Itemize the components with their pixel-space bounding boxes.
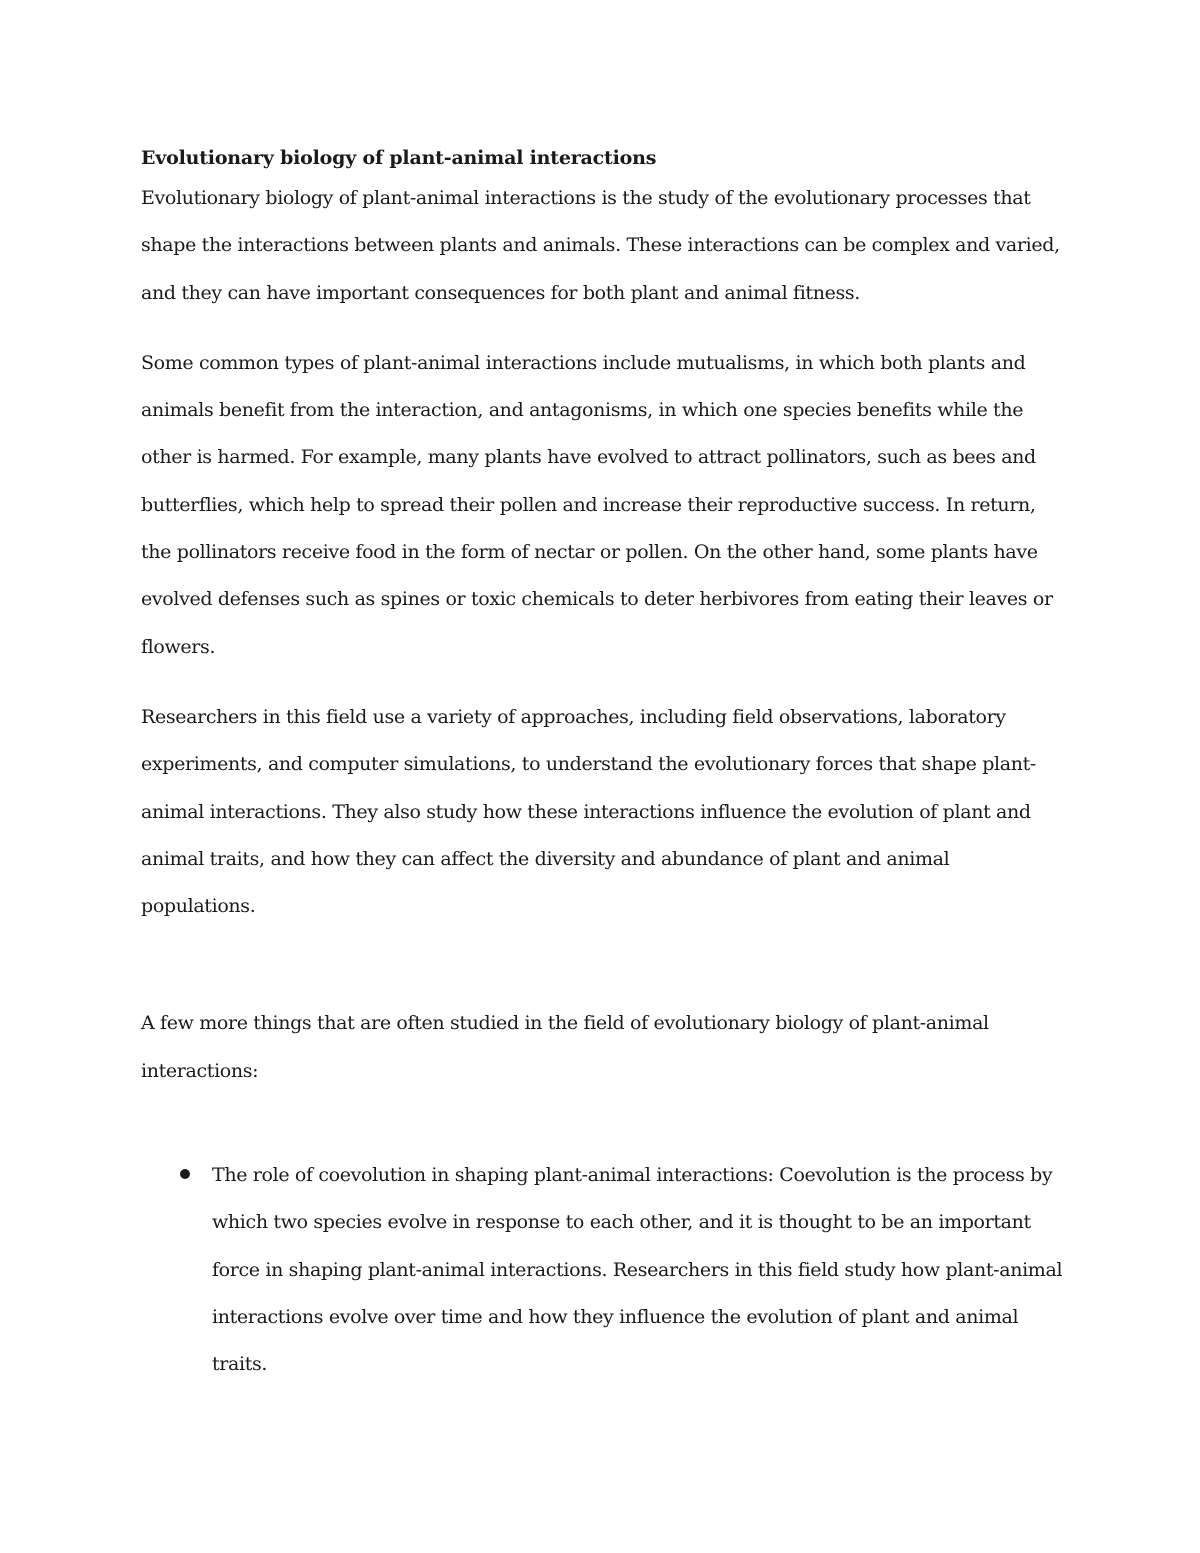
document-title: Evolutionary biology of plant-animal interactions	[141, 147, 657, 169]
paragraph-more-topics: A few more things that are often studied in the field of evolutionary biology of plant-animal interactions:	[141, 1012, 989, 1082]
list-item-text: The role of coevolution in shaping plant-animal interactions: Coevolution is the process by which two species evolve in response to each other, and it is thought to be an important force in shaping plant-animal interactions. Researchers in this field study how plant-animal interactions evolve over time and how they influence the evolution of plant and animal traits.	[212, 1164, 1063, 1376]
list-item	[141, 1152, 1063, 1388]
document-body	[141, 141, 1063, 1389]
bullet-icon	[180, 1169, 190, 1179]
paragraph-intro: Evolutionary biology of plant-animal interactions is the study of the evolutionary processes that shape the interactions between plants and animals. These interactions can be complex and varied, and they can have important consequences for both plant and animal fitness.	[141, 187, 1060, 304]
paragraph-interaction-types: Some common types of plant-animal interactions include mutualisms, in which both plants and animals benefit from the interaction, and antagonisms, in which one species benefits while the other is harmed. For example, many plants have evolved to attract pollinators, such as bees and butterflies, which help to spread their pollen and increase their reproductive success. In return, the pollinators receive food in the form of nectar or pollen. On the other hand, some plants have evolved defenses such as spines or toxic chemicals to deter herbivores from eating their leaves or flowers.	[141, 351, 1053, 658]
topics-list	[141, 1152, 1063, 1388]
paragraph-research-approaches: Researchers in this field use a variety of approaches, including field observations, laboratory experiments, and computer simulations, to understand the evolutionary forces that shape plant-animal interactions. They also study how these interactions influence the evolution of plant and animal traits, and how they can affect the diversity and abundance of plant and animal populations.	[141, 705, 1036, 918]
